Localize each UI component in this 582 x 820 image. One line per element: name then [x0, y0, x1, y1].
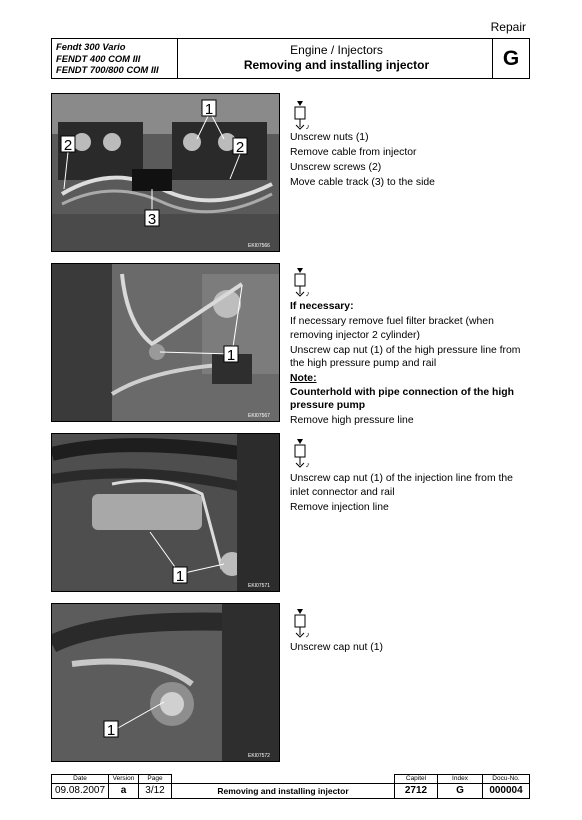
title-line-2: Removing and installing injector — [243, 58, 430, 72]
step-line: Unscrew nuts (1) — [290, 132, 369, 143]
step-2-text — [290, 300, 530, 429]
callout-2a: 2 — [63, 137, 73, 154]
model-list — [52, 39, 178, 78]
page-header — [51, 38, 530, 79]
photo-tag: EKI07566 — [248, 243, 270, 249]
step-line: Unscrew cap nut (1) of the injection line from the inlet connector and rail — [290, 473, 513, 498]
screw-arrows-icon — [290, 608, 310, 643]
step-heading: If necessary: — [290, 301, 354, 312]
footer-page: 3/12 — [139, 784, 172, 799]
step-line: Unscrew cap nut (1) — [290, 642, 383, 653]
title-line-1: Engine / Injectors — [290, 43, 383, 57]
step-line: Move cable track (3) to the side — [290, 177, 435, 188]
photo-step-4 — [51, 603, 280, 762]
photo-step-3 — [51, 433, 280, 592]
photo-tag: EKI07571 — [248, 583, 270, 589]
page-footer — [51, 774, 530, 798]
footer-docu: 000004 — [483, 784, 530, 799]
photo-tag: EKI07567 — [248, 413, 270, 419]
step-4-text — [290, 641, 530, 656]
footer-date-label: Date — [52, 775, 109, 784]
screw-arrows-icon — [290, 438, 310, 473]
footer-capitel-label: Capitel — [395, 775, 438, 784]
callout-1: 1 — [106, 722, 116, 739]
footer-version: a — [109, 784, 139, 799]
footer-title-label-blank — [172, 775, 395, 784]
callout-1: 1 — [204, 101, 214, 118]
photo-step-1 — [51, 93, 280, 252]
note-label: Note: — [290, 373, 317, 384]
header-title — [178, 39, 495, 78]
step-3-text — [290, 472, 530, 516]
step-line: Remove high pressure line — [290, 415, 414, 426]
footer-capitel: 2712 — [395, 784, 438, 799]
callout-1: 1 — [226, 347, 236, 364]
model-1: Fendt 300 Vario — [56, 41, 126, 52]
model-2: FENDT 400 COM III — [56, 52, 141, 64]
footer-docu-label: Docu-No. — [483, 775, 530, 784]
screw-arrows-icon — [290, 100, 310, 135]
step-line: Remove injection line — [290, 501, 389, 513]
footer-title: Removing and installing injector — [172, 784, 395, 799]
footer-version-label: Version — [109, 775, 139, 784]
step-line: Remove cable from injector — [290, 147, 417, 158]
footer-page-label: Page — [139, 775, 172, 784]
note-text: Counterhold with pipe connection of the high pressure pump — [290, 386, 514, 411]
photo-step-2 — [51, 263, 280, 422]
step-line: If necessary remove fuel filter bracket (when removing injector 2 cylinder) — [290, 316, 494, 341]
footer-index: G — [438, 784, 483, 799]
model-3: FENDT 700/800 COM III — [56, 64, 159, 75]
photo-tag: EKI07572 — [248, 753, 270, 759]
step-line: Unscrew screws (2) — [290, 162, 382, 173]
callout-3: 3 — [147, 211, 157, 228]
callout-2b: 2 — [235, 139, 245, 156]
section-label: Repair — [490, 20, 526, 34]
footer-date: 09.08.2007 — [52, 784, 109, 799]
screw-arrows-icon — [290, 267, 310, 302]
step-line: Unscrew cap nut (1) of the high pressure line from the high pressure pump and rail — [290, 344, 521, 369]
step-1-text — [290, 131, 530, 191]
index-letter: G — [492, 39, 529, 78]
footer-index-label: Index — [438, 775, 483, 784]
callout-1: 1 — [175, 568, 185, 585]
